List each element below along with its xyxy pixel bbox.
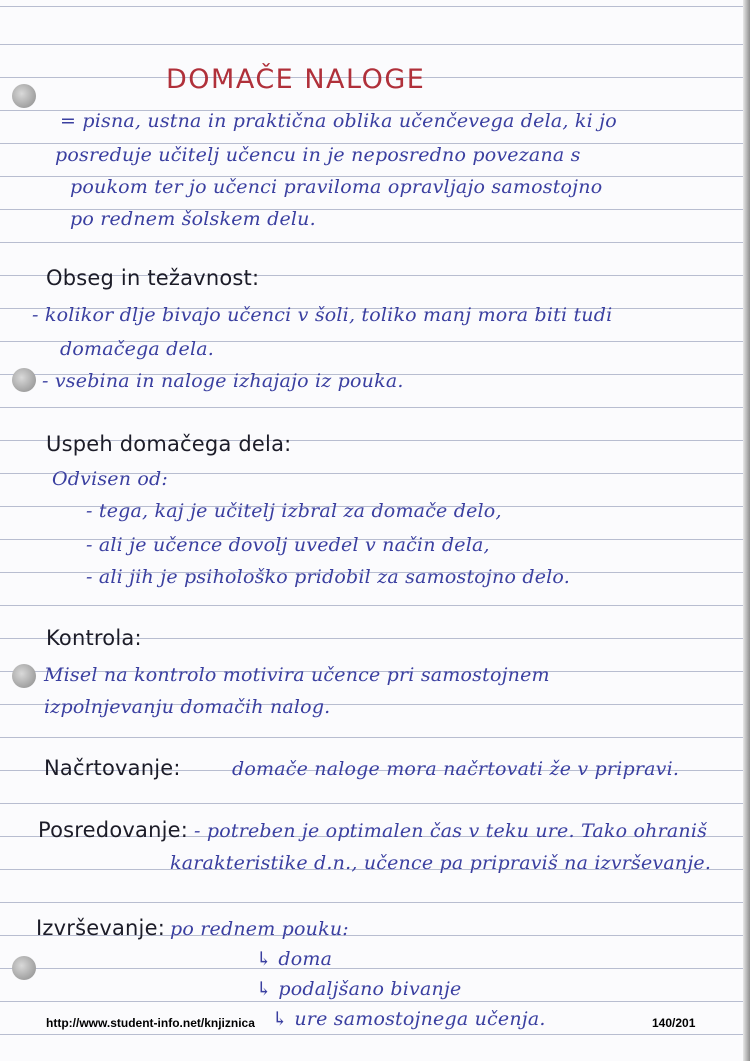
section-line: - ali jih je psihološko pridobil za samostojno delo. [86, 566, 570, 588]
section-line: po rednem pouku: [170, 918, 349, 940]
section-heading-obseg: Obseg in težavnost: [46, 266, 260, 290]
section-line: izpolnjevanju domačih nalog. [44, 696, 331, 718]
binder-hole-icon [12, 664, 36, 688]
section-heading-posredovanje: Posredovanje: [38, 818, 189, 842]
section-line: Misel na kontrolo motivira učence pri samostojnem [44, 664, 550, 686]
section-line: - tega, kaj je učitelj izbral za domače delo, [86, 500, 502, 522]
section-heading-nacrtovanje: Načrtovanje: [44, 756, 181, 780]
section-line: ↳ podaljšano bivanje [256, 978, 462, 1000]
section-line: domače naloge mora načrtovati že v pripravi. [232, 758, 680, 780]
section-line: ↳ ure samostojnega učenja. [272, 1008, 546, 1030]
footer-url: http://www.student-info.net/knjiznica [46, 1016, 255, 1030]
section-line: ↳ doma [256, 948, 333, 970]
section-heading-uspeh: Uspeh domačega dela: [46, 432, 292, 456]
definition-line: poukom ter jo učenci praviloma opravljajo samostojno [70, 176, 603, 198]
definition-line: = pisna, ustna in praktična oblika učenčevega dela, ki jo [60, 110, 617, 132]
section-line: Odvisen od: [52, 468, 169, 490]
page-title: DOMAČE NALOGE [166, 64, 426, 95]
binder-hole-icon [12, 368, 36, 392]
scan-edge [743, 0, 750, 1061]
definition-line: po rednem šolskem delu. [70, 208, 316, 230]
section-line: karakteristike d.n., učence pa pripraviš na izvrševanje. [170, 852, 712, 874]
section-line: domačega dela. [60, 338, 215, 360]
section-heading-izvrsevanje: Izvrševanje: [36, 916, 165, 940]
section-line: - vsebina in naloge izhajajo iz pouka. [42, 370, 404, 392]
section-line: - kolikor dlje bivajo učenci v šoli, toliko manj mora biti tudi [32, 304, 613, 326]
section-heading-kontrola: Kontrola: [46, 626, 142, 650]
definition-line: posreduje učitelj učencu in je neposredno povezana s [55, 144, 581, 166]
binder-hole-icon [12, 956, 36, 980]
binder-hole-icon [12, 84, 36, 108]
footer-page-number: 140/201 [652, 1016, 696, 1030]
section-line: - potreben je optimalen čas v teku ure. Tako ohraniš [194, 820, 708, 842]
section-line: - ali je učence dovolj uvedel v način dela, [86, 534, 490, 556]
